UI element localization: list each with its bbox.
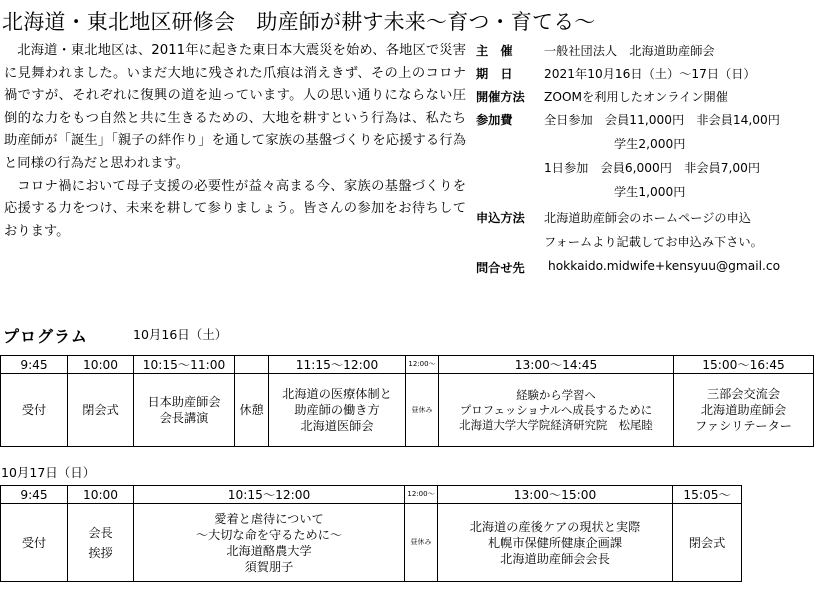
fee-label: 参加費 — [476, 113, 513, 127]
day2-schedule-table — [0, 485, 742, 582]
date-label: 期 日 — [476, 67, 513, 81]
time-cell: 11:15～12:00 — [269, 356, 406, 374]
apply-label: 申込方法 — [476, 211, 525, 225]
fee-full-line1: 全日参加 会員11,000円 非会員14,00円 — [544, 113, 780, 127]
day1-time-row — [1, 356, 814, 374]
organizer-label: 主 催 — [476, 44, 513, 58]
page-title: 北海道・東北地区研修会 助産師が耕す未来～育つ・育てる～ — [2, 10, 596, 34]
intro-paragraph: コロナ禍において母子支援の必要性が益々高まる今、家族の基盤づくりを応援する力をつけ、未来を耕して参りましょう。皆さんの参加をお待ちしております。 — [4, 178, 466, 239]
break-cell: 休憩 — [235, 374, 269, 447]
day2-event-row — [1, 504, 742, 582]
time-cell: 15:00～16:45 — [674, 356, 814, 374]
fee-day-line1: 1日参加 会員6,000円 非会員7,00円 — [544, 161, 761, 175]
time-cell: 10:15～12:00 — [134, 486, 405, 504]
time-cell: 13:00～14:45 — [439, 356, 674, 374]
day2-time-row — [1, 486, 742, 504]
time-cell: 12:00～ — [406, 356, 439, 374]
keynote-session-cell: 経験から学習へ プロフェッショナルへ成長するために 北海道大学大学院経済研究院 松尾睦 — [439, 374, 674, 447]
method-value: ZOOMを利用したオンライン開催 — [544, 90, 728, 104]
day2-date: 10月17日（日） — [1, 465, 96, 480]
opening-ceremony-cell: 閉会式 — [68, 374, 134, 447]
time-cell: 10:00 — [68, 486, 134, 504]
day1-event-row — [1, 374, 814, 447]
time-cell: 12:00～ — [405, 486, 438, 504]
reception-cell: 受付 — [1, 504, 68, 582]
fee-day-line2: 学生1,000円 — [614, 185, 686, 199]
method-label: 開催方法 — [476, 90, 525, 104]
medical-system-session-cell: 北海道の医療体制と 助産師の働き方 北海道医師会 — [269, 374, 406, 447]
time-cell — [235, 356, 269, 374]
closing-ceremony-cell: 閉会式 — [673, 504, 742, 582]
apply-line1: 北海道助産師会のホームページの申込 — [544, 211, 751, 225]
time-cell: 10:15～11:00 — [134, 356, 235, 374]
lunch-break-cell: 昼休み — [405, 504, 438, 582]
program-heading: プログラム — [3, 327, 88, 346]
postpartum-care-session-cell: 北海道の産後ケアの現状と実際 札幌市保健所健康企画課 北海道助産師会会長 — [438, 504, 673, 582]
time-cell: 15:05～ — [673, 486, 742, 504]
apply-line2: フォームより記載してお申込み下さい。 — [544, 235, 763, 249]
exchange-session-cell: 三部会交流会 北海道助産師会 ファシリテーター — [674, 374, 814, 447]
time-cell: 13:00～15:00 — [438, 486, 673, 504]
time-cell: 10:00 — [68, 356, 134, 374]
attachment-abuse-session-cell: 愛着と虐待について ～大切な命を守るために～ 北海道酪農大学 須賀朋子 — [134, 504, 405, 582]
intro-text — [4, 40, 466, 243]
contact-label: 問合せ先 — [476, 261, 525, 275]
organizer-value: 一般社団法人 北海道助産師会 — [544, 44, 715, 58]
president-greeting-cell: 会長 挨拶 — [68, 504, 134, 582]
day1-schedule-table — [0, 355, 814, 447]
contact-email[interactable]: hokkaido.midwife+kensyuu@gmail.co — [548, 259, 781, 273]
lunch-break-cell: 昼休み — [406, 374, 439, 447]
time-cell: 9:45 — [1, 486, 68, 504]
president-lecture-cell: 日本助産師会 会長講演 — [134, 374, 235, 447]
reception-cell: 受付 — [1, 374, 68, 447]
intro-paragraph: 北海道・東北地区は、2011年に起きた東日本大震災を始め、各地区で災害に見舞われました。いまだ大地に残された爪痕は消えきず、その上のコロナ禍ですが、それぞれに復興の道を辿っています。人の思い通りにならない圧倒的な力をもつ自然と共に生きるための、大地を耕すという行為は、私たち助産師が「誕生」「親子の絆作り」を通して家族の基盤づくりを応援する行為と同様の行為だと思われます。 — [4, 43, 466, 171]
date-value: 2021年10月16日（土）～17日（日） — [544, 67, 756, 81]
day1-date: 10月16日（土） — [133, 327, 228, 342]
fee-full-line2: 学生2,000円 — [614, 137, 686, 151]
time-cell: 9:45 — [1, 356, 68, 374]
